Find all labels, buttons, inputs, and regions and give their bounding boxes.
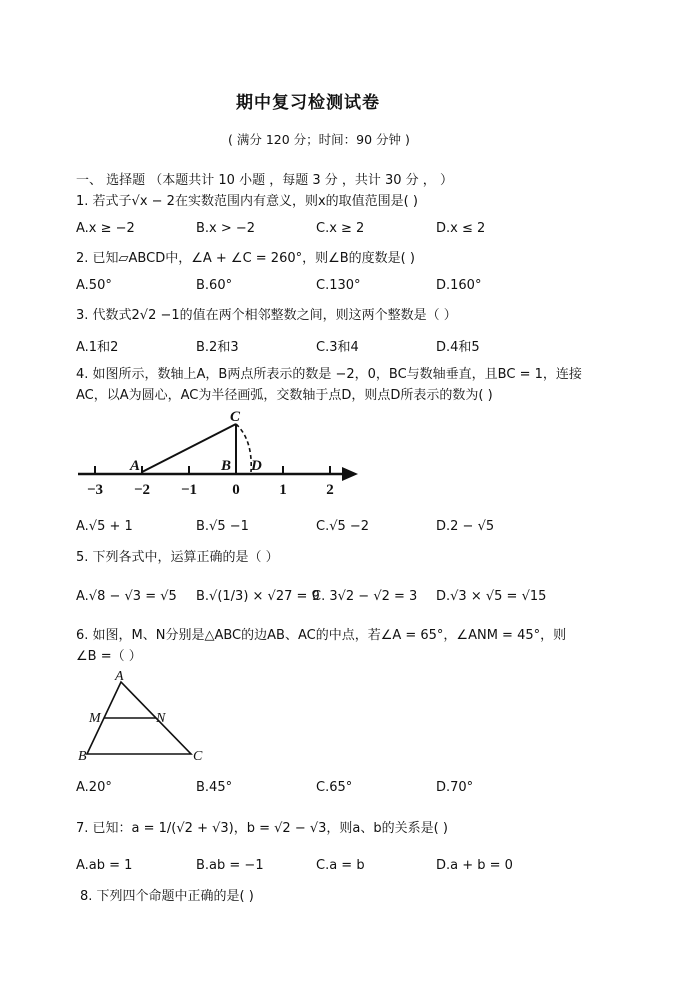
question-8-stem: 8. 下列四个命题中正确的是( ) bbox=[80, 889, 254, 904]
tick-label: −3 bbox=[86, 482, 104, 498]
arc-cd bbox=[236, 424, 251, 472]
question-6-stem-line-1: 6. 如图，M、N分别是△ABC的边AB、AC的中点，若∠A = 65°，∠ANM = 45°，则 bbox=[76, 628, 567, 643]
question-7-option-d: D.a + b = 0 bbox=[436, 858, 513, 873]
question-7-option-a: A.ab = 1 bbox=[76, 858, 133, 873]
question-4-option-c: C.√5 −2 bbox=[316, 519, 370, 534]
question-2-option-b: B.60° bbox=[196, 278, 233, 293]
point-label-c: C bbox=[230, 409, 241, 425]
vertex-label-b: B bbox=[78, 749, 87, 764]
question-2-option-a: A.50° bbox=[76, 278, 112, 293]
point-label-a: A bbox=[130, 458, 141, 474]
tick-label: −1 bbox=[180, 482, 198, 498]
question-6-option-a: A.20° bbox=[76, 780, 112, 795]
question-7-stem: 7. 已知：a = 1/(√2 + √3)，b = √2 − √3，则a、b的关系是( ) bbox=[76, 821, 448, 836]
question-1-option-c: C.x ≥ 2 bbox=[316, 221, 365, 236]
question-5-option-c: C. 3√2 − √2 = 3 bbox=[312, 589, 418, 604]
question-2-option-d: D.160° bbox=[436, 278, 482, 293]
question-4-stem-line-1: 4. 如图所示，数轴上A，B两点所表示的数是 −2，0，BC与数轴垂直，且BC = 1，连接 bbox=[76, 367, 582, 382]
question-6-option-d: D.70° bbox=[436, 780, 474, 795]
midpoint-label-n: N bbox=[156, 711, 166, 726]
question-7-option-b: B.ab = −1 bbox=[196, 858, 264, 873]
midpoint-label-m: M bbox=[89, 711, 101, 726]
question-2-option-c: C.130° bbox=[316, 278, 361, 293]
question-3-stem: 3. 代数式2√2 −1的值在两个相邻整数之间，则这两个整数是（ ） bbox=[76, 308, 457, 323]
question-6-stem-line-2: ∠B =（ ） bbox=[76, 649, 142, 664]
vertex-label-c: C bbox=[193, 749, 203, 764]
triangle-figure bbox=[72, 668, 222, 766]
question-3-option-b: B.2和3 bbox=[196, 340, 239, 355]
question-2-stem: 2. 已知▱ABCD中，∠A + ∠C = 260°，则∠B的度数是( ) bbox=[76, 251, 415, 266]
question-3-option-c: C.3和4 bbox=[316, 340, 359, 355]
point-label-b: B bbox=[221, 458, 232, 474]
question-6-option-c: C.65° bbox=[316, 780, 353, 795]
vertex-label-a: A bbox=[115, 669, 124, 684]
question-4-option-d: D.2 − √5 bbox=[436, 519, 495, 534]
tick-label: −2 bbox=[133, 482, 151, 498]
point-label-d: D bbox=[251, 458, 262, 474]
question-5-option-d: D.√3 × √5 = √15 bbox=[436, 589, 547, 604]
axis-arrowhead bbox=[342, 467, 358, 481]
page-subtitle: ( 满分 120 分；时间：90 分钟 ) bbox=[228, 132, 410, 147]
question-4-option-b: B.√5 −1 bbox=[196, 519, 249, 534]
question-3-option-a: A.1和2 bbox=[76, 340, 119, 355]
question-4-option-a: A.√5 + 1 bbox=[76, 519, 133, 534]
question-4-stem-line-2: AC，以A为圆心，AC为半径画弧，交数轴于点D，则点D所表示的数为( ) bbox=[76, 388, 493, 403]
section-heading: 一、 选择题 （本题共计 10 小题 ，每题 3 分 ，共计 30 分 ， ） bbox=[76, 173, 453, 188]
number-line-figure bbox=[70, 408, 370, 504]
question-1-option-a: A.x ≥ −2 bbox=[76, 221, 135, 236]
question-1-stem: 1. 若式子√x − 2在实数范围内有意义，则x的取值范围是( ) bbox=[76, 194, 418, 209]
tick-label: 1 bbox=[279, 482, 287, 498]
question-6-option-b: B.45° bbox=[196, 780, 233, 795]
question-5-option-a: A.√8 − √3 = √5 bbox=[76, 589, 177, 604]
question-1-option-d: D.x ≤ 2 bbox=[436, 221, 486, 236]
tick-label: 2 bbox=[326, 482, 334, 498]
question-1-option-b: B.x > −2 bbox=[196, 221, 256, 236]
tick-label: 0 bbox=[232, 482, 240, 498]
question-5-stem: 5. 下列各式中，运算正确的是（ ） bbox=[76, 550, 279, 565]
question-5-option-b: B.√(1/3) × √27 = 9 bbox=[196, 589, 320, 604]
page-title: 期中复习检测试卷 bbox=[236, 93, 380, 113]
question-7-option-c: C.a = b bbox=[316, 858, 365, 873]
question-3-option-d: D.4和5 bbox=[436, 340, 480, 355]
